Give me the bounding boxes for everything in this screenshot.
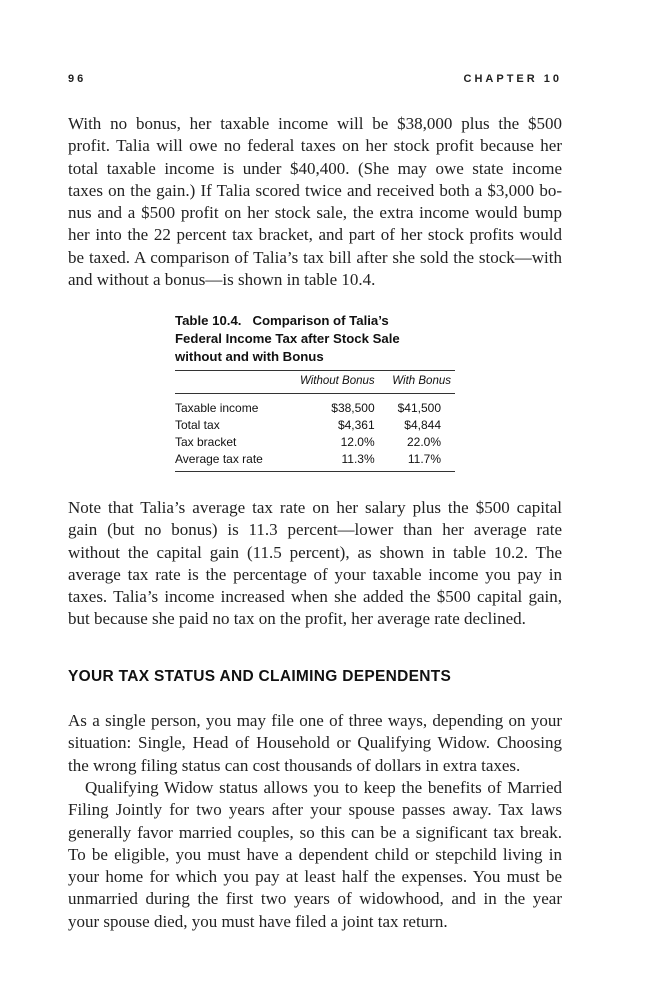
text-line: taxes on the gain.) If Talia scored twice and received both a $3,000 bo- [68,180,562,200]
text-line: average tax rate is the percentage of your taxable income you pay in [68,564,562,584]
text-line: With no bonus, her taxable income will be $38,000 plus the $500 [68,114,562,133]
table-row [175,451,455,471]
text-line: profit. Talia will owe no federal taxes on her stock profit because her [68,136,562,156]
caption-line: Table 10.4. Comparison of Talia’s [175,313,389,328]
tax-table [175,371,455,471]
text-line: but because she paid no tax on the profit, her average rate declined. [68,609,526,629]
value-with-bonus: 22.0% [406,435,441,449]
text-line: To be eligible, you must have a dependent child or stepchild living in [68,844,562,864]
value-with-bonus: $4,844 [404,418,441,432]
text-line: be taxed. A comparison of Talia’s tax bill after she sold the stock—with [68,247,562,267]
table-row [175,417,455,434]
value-without-bonus: 12.0% [340,435,375,449]
table-header-row [175,371,455,394]
text-line: her into the 22 percent tax bracket, and part of her stock profits would [68,225,562,245]
table-row [175,394,455,418]
column-header-without-bonus: Without Bonus [299,375,375,387]
text-line: nus and a $500 profit on her stock sale, the extra income would bump [68,203,562,223]
row-label: Tax bracket [175,435,237,449]
text-line: Qualifying Widow status allows you to keep the benefits of Married [85,778,562,797]
text-line: Note that Talia’s average tax rate on her salary plus the $500 capital [68,498,562,517]
page-number: 96 [68,73,87,85]
text-line: situation: Single, Head of Household or Qualifying Widow. Choosing [68,733,562,753]
table-caption [175,312,455,366]
table-row [175,434,455,451]
paragraph-qualifying-widow [68,777,562,933]
text-line: without the capital gain (11.5 percent), as shown in table 10.2. The [68,542,562,562]
text-line: and without a bonus—is shown in table 10.4. [68,270,376,290]
value-with-bonus: 11.7% [407,452,441,466]
paragraph-average-rate [68,497,562,631]
text-line: generally favor married couples, so this can be a significant tax break. [68,822,562,842]
paragraph-talia-bonus [68,113,562,291]
text-line: taxes. Talia’s income increased when she added the $500 capital gain, [68,587,562,607]
value-without-bonus: 11.3% [341,452,375,466]
row-label: Taxable income [175,401,259,415]
value-without-bonus: $38,500 [331,401,375,415]
column-header-label [175,371,285,394]
comparison-table [175,312,455,472]
text-line: total taxable income is under $40,400. (She may owe state income [68,158,562,178]
text-line: your spouse died, you must have filed a joint tax return. [68,911,448,931]
text-line: your home for which you pay at least half the expenses. You must be [68,867,562,887]
value-with-bonus: $41,500 [397,401,441,415]
text-line: gain (but no bonus) is 11.3 percent—lower than her average rate [68,520,562,540]
row-label: Total tax [175,418,220,432]
text-line: unmarried during the first two years of widowhood, and in the year [68,889,562,909]
chapter-label: CHAPTER 10 [463,73,562,85]
value-without-bonus: $4,361 [337,418,375,432]
text-line: Filing Jointly for two years after your spouse passes away. Tax laws [68,800,562,820]
caption-line: Federal Income Tax after Stock Sale [175,331,400,346]
column-header-with-bonus: With Bonus [392,375,451,387]
paragraph-filing-status [68,710,562,777]
caption-line: without and with Bonus [175,349,324,364]
text-line: the wrong filing status can cost thousands of dollars in extra taxes. [68,755,521,775]
section-heading: YOUR TAX STATUS AND CLAIMING DEPENDENTS [68,668,452,685]
text-line: As a single person, you may file one of three ways, depending on your [68,711,562,730]
table-bottom-rule [175,471,455,472]
row-label: Average tax rate [175,452,263,466]
